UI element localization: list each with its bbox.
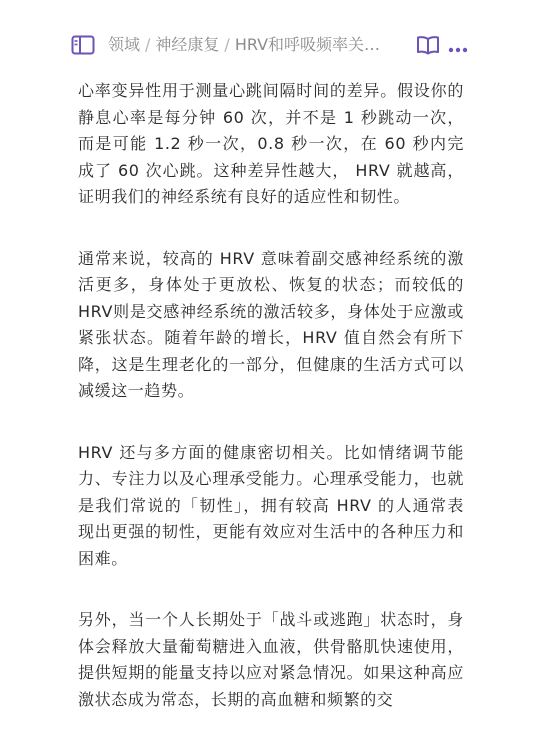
breadcrumb: [108, 35, 408, 55]
article-paragraph: 通常来说，较高的 HRV 意味着副交感神经系统的激活更多，身体处于更放松、恢复的状态；而较低的HRV则是交感神经系统的激活较多，身体处于应激或紧张状态。随着年龄的增长，HRV 值自然会有所下降，这是生理老化的一部分，但健康的生活方式可以减缓这一趋势。: [78, 248, 464, 400]
breadcrumb-item[interactable]: 领域: [108, 35, 141, 54]
breadcrumb-separator: /: [224, 35, 230, 54]
breadcrumb-item-current[interactable]: HRV和呼吸频率关…: [234, 35, 381, 54]
breadcrumb-item[interactable]: 神经康复: [155, 35, 220, 54]
breadcrumb-separator: /: [145, 35, 151, 54]
article-paragraph: 心率变异性用于测量心跳间隔时间的差异。假设你的静息心率是每分钟 60 次，并不是 1 秒跳动一次，而是可能 1.2 秒一次，0.8 秒一次，在 60 秒内完成了 60 次心跳。这种差异性越大， HRV 就越高，证明我们的神经系统有良好的适应性和韧性。: [78, 81, 464, 206]
top-bar: [0, 0, 540, 90]
sidebar-toggle-icon[interactable]: [71, 35, 95, 55]
article-body: [78, 78, 464, 748]
reading-mode-icon[interactable]: [416, 35, 440, 55]
article-paragraph: 另外，当一个人长期处于「战斗或逃跑」状态时，身体会释放大量葡萄糖进入血液，供骨骼肌快速使用，提供短期的能量支持以应对紧急情况。如果这种高应激状态成为常态，长期的高血糖和频繁的交: [78, 610, 464, 709]
more-options-icon[interactable]: [448, 40, 468, 50]
article-paragraph: HRV 还与多方面的健康密切相关。比如情绪调节能力、专注力以及心理承受能力。心理承受能力，也就是我们常说的「韧性」，拥有较高 HRV 的人通常表现出更强的韧性，更能有效应对生活中的各种压力和困难。: [78, 442, 464, 568]
